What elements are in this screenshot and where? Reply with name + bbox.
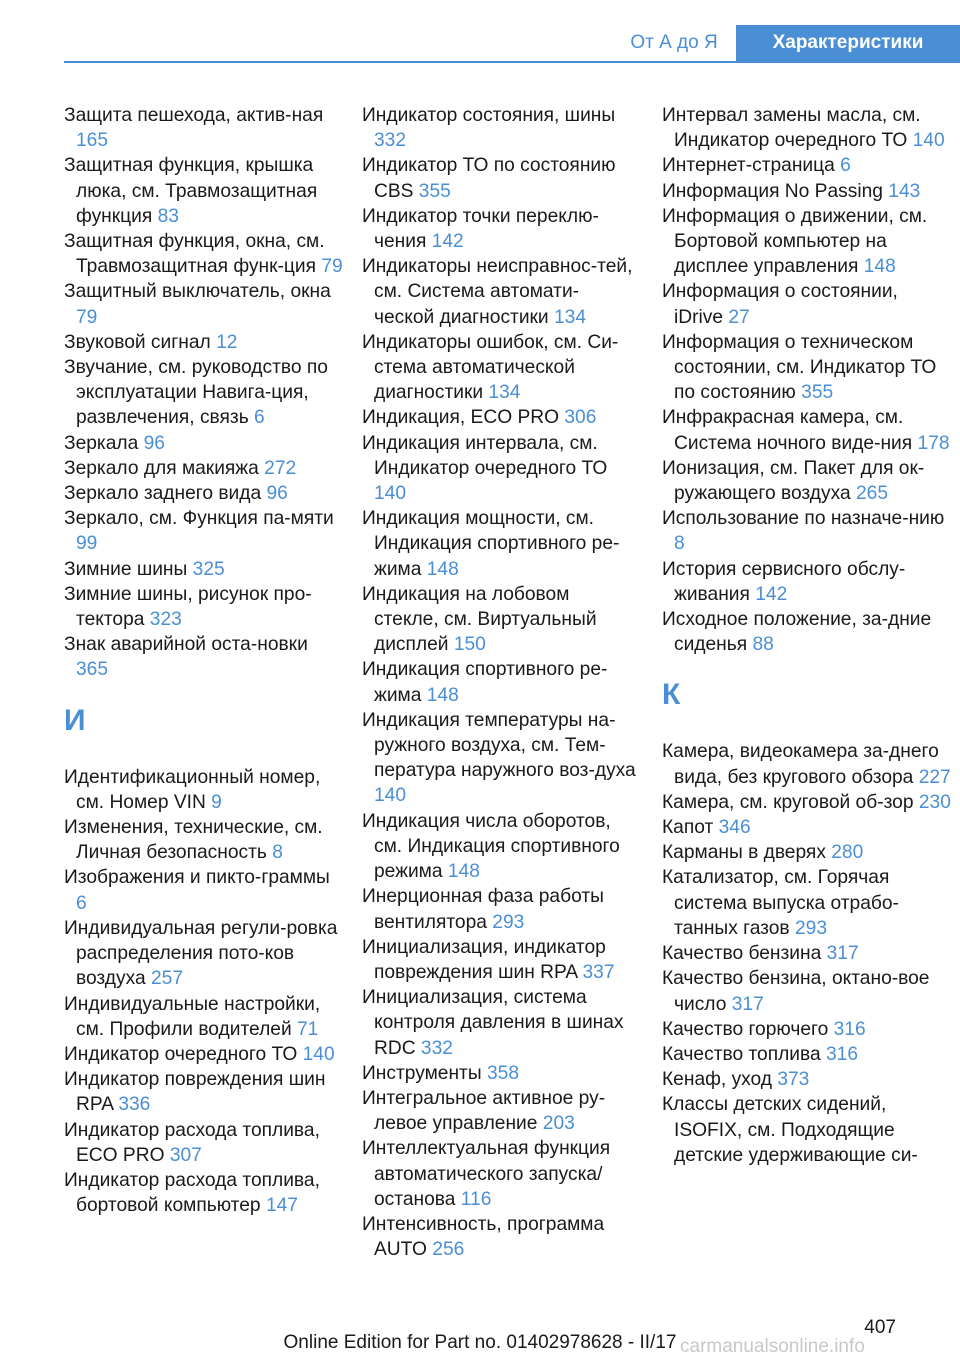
entry-page-link[interactable]: 325: [192, 558, 225, 580]
entry-page-link[interactable]: 96: [266, 483, 288, 505]
entry-term: Индикатор расхода топлива, бортовой компьютер: [64, 1169, 320, 1217]
entry-term: Изображения и пикто-граммы: [64, 867, 330, 889]
index-entry: [662, 279, 952, 329]
index-entry: [64, 992, 344, 1042]
entry-term: Индикация, ECO PRO: [362, 407, 560, 429]
entry-page-link[interactable]: 355: [801, 382, 834, 404]
index-entry: [662, 153, 952, 178]
entry-term: Инфракрасная камера, см. Система ночного виде-ния: [662, 407, 913, 454]
entry-term: Индикация мощности, см. Индикация спортивного ре-жима: [362, 508, 620, 580]
entry-term: Информация о техническом состоянии, см. Индикатор ТО по состоянию: [662, 331, 937, 404]
tab-characteristics[interactable]: Характеристики: [736, 25, 960, 61]
entry-term: Использование по назначе-нию: [662, 508, 945, 530]
entry-term: Исходное положение, за-дние сиденья: [662, 609, 932, 656]
entry-page-link[interactable]: 6: [76, 892, 87, 914]
entry-page-link[interactable]: 373: [777, 1069, 810, 1091]
entry-term: Индикация температуры на-ружного воздуха, см. Тем-пература наружного воз-духа: [362, 709, 636, 782]
entry-page-link[interactable]: 178: [917, 432, 950, 454]
index-entry: [64, 557, 344, 582]
index-entry: [662, 1017, 952, 1042]
index-entry: [362, 431, 637, 507]
index-entry: [362, 405, 637, 430]
entry-page-link[interactable]: 8: [272, 842, 283, 864]
tab-a-to-z[interactable]: От А до Я: [630, 32, 718, 53]
entry-page-link[interactable]: 71: [297, 1018, 319, 1040]
index-entry: [362, 582, 637, 658]
entry-page-link[interactable]: 12: [216, 331, 238, 353]
entry-page-link[interactable]: 148: [863, 256, 896, 278]
index-entry: [662, 739, 952, 789]
entry-page-link[interactable]: 6: [840, 155, 851, 177]
index-entry: [362, 985, 637, 1061]
entry-page-link[interactable]: 256: [432, 1239, 465, 1261]
entry-page-link[interactable]: 6: [254, 407, 265, 429]
index-entry: [362, 809, 637, 885]
entry-page-link[interactable]: 142: [431, 231, 464, 253]
index-entry: [64, 431, 344, 456]
entry-term: Зеркала: [64, 432, 139, 454]
index-entry: [662, 405, 952, 455]
entry-term: Интервал замены масла, см. Индикатор очередного ТО: [662, 105, 921, 152]
footer-edition: Online Edition for Part no. 01402978628 - II/17: [283, 1332, 677, 1353]
entry-term: Защитная функция, окна, см. Травмозащитная функ-ция: [64, 231, 325, 278]
entry-term: Зеркало для макияжа: [64, 457, 259, 479]
entry-page-link[interactable]: 8: [674, 533, 685, 555]
entry-page-link[interactable]: 306: [564, 407, 597, 429]
entry-page-link[interactable]: 143: [888, 180, 921, 202]
entry-term: Информация о движении, см. Бортовой компьютер на дисплее управления: [662, 205, 928, 278]
entry-page-link[interactable]: 9: [211, 791, 222, 813]
entry-page-link[interactable]: 316: [826, 1043, 859, 1065]
entry-term: Инерционная фаза работы вентилятора: [362, 886, 604, 933]
entry-page-link[interactable]: 79: [321, 256, 343, 278]
index-entry: [362, 1136, 637, 1212]
entry-term: Качество бензина, октано-вое число: [662, 968, 930, 1015]
entry-page-link[interactable]: 148: [426, 558, 459, 580]
index-entry: [362, 1086, 637, 1136]
index-entry: [64, 1067, 344, 1117]
entry-term: Капот: [662, 817, 714, 839]
entry-term: Камера, см. круговой об-зор: [662, 791, 914, 813]
entry-page-link[interactable]: 203: [542, 1113, 575, 1135]
index-entry: [64, 330, 344, 355]
index-entry: [362, 884, 637, 934]
index-entry: [64, 355, 344, 431]
entry-term: Интегральное активное ру-левое управление: [362, 1087, 606, 1135]
index-entry: [662, 1067, 952, 1092]
entry-term: Качество бензина: [662, 943, 822, 965]
entry-page-link[interactable]: 257: [151, 968, 184, 990]
header-rule: [64, 61, 960, 63]
entry-term: Камера, видеокамера за-днего вида, без кругового обзора: [662, 741, 939, 788]
index-entry: [64, 279, 344, 329]
entry-page-link[interactable]: 99: [76, 533, 98, 555]
entry-term: Индивидуальные настройки, см. Профили водителей: [64, 993, 321, 1040]
entry-term: Индикатор точки переклю-чения: [362, 205, 599, 253]
index-section-letter: И: [64, 703, 86, 737]
entry-page-link[interactable]: 147: [265, 1195, 298, 1217]
entry-term: Индикатор ТО по состоянию CBS: [362, 155, 616, 202]
index-entry: [362, 153, 637, 203]
entry-term: Зеркало заднего вида: [64, 483, 262, 505]
entry-page-link[interactable]: 323: [149, 609, 182, 631]
index-entry: [64, 632, 344, 682]
watermark: carmanualsonline.info: [680, 1336, 865, 1357]
entry-page-link[interactable]: 227: [918, 766, 951, 788]
index-entry: [362, 1212, 637, 1262]
index-entry: [662, 1042, 952, 1067]
entry-term: Знак аварийной оста-новки: [64, 634, 308, 656]
index-entry: [362, 657, 637, 707]
index-entry: [662, 607, 952, 657]
entry-term: Кенаф, уход: [662, 1069, 772, 1091]
entry-page-link[interactable]: 346: [718, 817, 751, 839]
index-entry: [662, 557, 952, 607]
page-number: 407: [864, 1317, 896, 1338]
index-entry: [662, 966, 952, 1016]
entry-term: Индикатор состояния, шины: [362, 105, 616, 126]
entry-term: Интернет-страница: [662, 155, 835, 177]
index-entry: [64, 916, 344, 992]
index-entry: [362, 204, 637, 254]
index-entry: [64, 815, 344, 865]
index-column-3: [662, 103, 952, 1168]
index-entry: [662, 179, 952, 204]
entry-page-link[interactable]: 230: [918, 791, 951, 813]
index-entry: [64, 103, 344, 153]
entry-page-link[interactable]: 316: [833, 1018, 866, 1040]
entry-page-link[interactable]: 148: [426, 684, 459, 706]
entry-page-link[interactable]: 272: [264, 457, 297, 479]
entry-page-link[interactable]: 134: [488, 382, 521, 404]
entry-page-link[interactable]: 293: [492, 911, 525, 933]
entry-term: Индикатор очередного ТО: [64, 1043, 298, 1065]
index-entry: [662, 506, 952, 556]
index-entry: [64, 1118, 344, 1168]
entry-term: Индикаторы ошибок, см. Си-стема автоматической диагностики: [362, 331, 619, 404]
entry-page-link[interactable]: 148: [447, 861, 480, 883]
index-entry: [362, 935, 637, 985]
index-entry: [64, 456, 344, 481]
index-entry: [362, 1061, 637, 1086]
index-entry: [362, 103, 637, 153]
entry-term: Защитная функция, крышка люка, см. Травмозащитная функция: [64, 155, 318, 227]
index-entry: [362, 506, 637, 582]
entry-term: Индикация интервала, см. Индикатор очередного ТО: [362, 432, 608, 479]
entry-term: Индикация спортивного ре-жима: [362, 659, 608, 706]
entry-page-link[interactable]: 307: [169, 1144, 202, 1166]
entry-page-link[interactable]: 265: [855, 483, 888, 505]
entry-term: Зеркало, см. Функция па-мяти: [64, 508, 334, 530]
index-entry: [662, 103, 952, 153]
index-entry: [64, 765, 344, 815]
entry-term: История сервисного обслу-живания: [662, 558, 906, 605]
entry-term: Индикаторы неисправнос-тей, см. Система автомати-ческой диагностики: [362, 256, 633, 328]
entry-term: Информация о состоянии, iDrive: [662, 281, 898, 328]
entry-term: Идентификационный номер, см. Номер VIN: [64, 766, 321, 813]
index-entry: [662, 840, 952, 865]
entry-term: Индикатор расхода топлива, ECO PRO: [64, 1119, 320, 1166]
entry-page-link[interactable]: 336: [118, 1094, 151, 1116]
entry-term: Катализатор, см. Горячая система выпуска отрабо-танных газов: [662, 867, 899, 939]
entry-page-link[interactable]: 134: [554, 306, 587, 328]
entry-term: Инициализация, система контроля давления в шинах RDC: [362, 987, 624, 1059]
entry-page-link[interactable]: 293: [794, 917, 827, 939]
entry-page-link[interactable]: 332: [420, 1037, 453, 1059]
entry-term: Звучание, см. руководство по эксплуатации Навига-ция, развлечения, связь: [64, 357, 328, 429]
entry-term: Качество горючего: [662, 1018, 829, 1040]
entry-term: Индикатор повреждения шин RPA: [64, 1069, 326, 1116]
index-entry: [64, 865, 344, 915]
entry-page-link[interactable]: 140: [374, 483, 407, 505]
header-tabs: [0, 25, 960, 61]
index-entry: [362, 708, 637, 809]
index-column-2: [362, 103, 637, 1262]
entry-page-link[interactable]: 140: [374, 785, 407, 807]
entry-term: Инструменты: [362, 1062, 482, 1084]
entry-page-link[interactable]: 83: [157, 205, 179, 227]
entry-term: Качество топлива: [662, 1043, 821, 1065]
entry-page-link[interactable]: 317: [826, 943, 859, 965]
entry-term: Классы детских сидений, ISOFIX, см. Подходящие детские удерживающие си-: [662, 1094, 918, 1166]
entry-page-link[interactable]: 317: [731, 993, 764, 1015]
entry-term: Интеллектуальная функция автоматического запуска/ останова: [362, 1138, 611, 1210]
entry-page-link[interactable]: 27: [728, 306, 750, 328]
entry-page-link[interactable]: 337: [582, 961, 615, 983]
entry-term: Индивидуальная регули-ровка распределения пото-ков воздуха: [64, 917, 338, 990]
index-entry: [64, 153, 344, 229]
entry-page-link[interactable]: 142: [755, 583, 788, 605]
entry-page-link[interactable]: 332: [374, 130, 407, 152]
index-entry: [662, 790, 952, 815]
entry-term: Информация No Passing: [662, 180, 883, 202]
entry-page-link[interactable]: 165: [76, 130, 109, 152]
index-entry: [64, 481, 344, 506]
index-entry: [64, 582, 344, 632]
entry-term: Интенсивность, программа AUTO: [362, 1213, 605, 1261]
entry-page-link[interactable]: 88: [752, 634, 774, 656]
index-entry: [662, 204, 952, 280]
index-entry: [662, 941, 952, 966]
entry-term: Карманы в дверях: [662, 842, 826, 864]
entry-term: Защита пешехода, актив-ная: [64, 105, 324, 126]
entry-page-link[interactable]: 140: [912, 130, 945, 152]
index-entry: [362, 330, 637, 406]
entry-page-link[interactable]: 355: [418, 180, 451, 202]
entry-page-link[interactable]: 96: [143, 432, 165, 454]
index-entry: [64, 1168, 344, 1218]
entry-page-link[interactable]: 116: [460, 1188, 492, 1210]
entry-term: Зимние шины, рисунок про-тектора: [64, 583, 312, 631]
entry-page-link[interactable]: 79: [76, 306, 98, 328]
entry-term: Ионизация, см. Пакет для ок-ружающего воздуха: [662, 457, 925, 505]
entry-term: Изменения, технические, см. Личная безопасность: [64, 817, 323, 864]
index-column-1: [64, 103, 344, 1218]
entry-term: Звуковой сигнал: [64, 331, 211, 353]
entry-page-link[interactable]: 150: [453, 634, 486, 656]
index-section-letter: К: [662, 678, 681, 712]
index-entry: [64, 506, 344, 556]
entry-term: Зимние шины: [64, 558, 188, 580]
entry-term: Защитный выключатель, окна: [64, 281, 331, 303]
index-entry: [662, 815, 952, 840]
index-entry: [662, 330, 952, 406]
entry-page-link[interactable]: 365: [76, 659, 109, 681]
index-entry: [662, 456, 952, 506]
index-entry: [662, 865, 952, 941]
index-entry: [662, 1092, 952, 1168]
entry-term: Индикация на лобовом стекле, см. Виртуальный дисплей: [362, 583, 597, 656]
index-entry: [64, 229, 344, 279]
index-entry: [362, 254, 637, 330]
entry-page-link[interactable]: 280: [831, 842, 864, 864]
index-entry: [64, 1042, 344, 1067]
entry-term: Индикация числа оборотов, см. Индикация спортивного режима: [362, 810, 620, 883]
entry-page-link[interactable]: 140: [302, 1043, 335, 1065]
entry-page-link[interactable]: 358: [486, 1062, 519, 1084]
entry-term: Инициализация, индикатор повреждения шин RPA: [362, 936, 606, 983]
